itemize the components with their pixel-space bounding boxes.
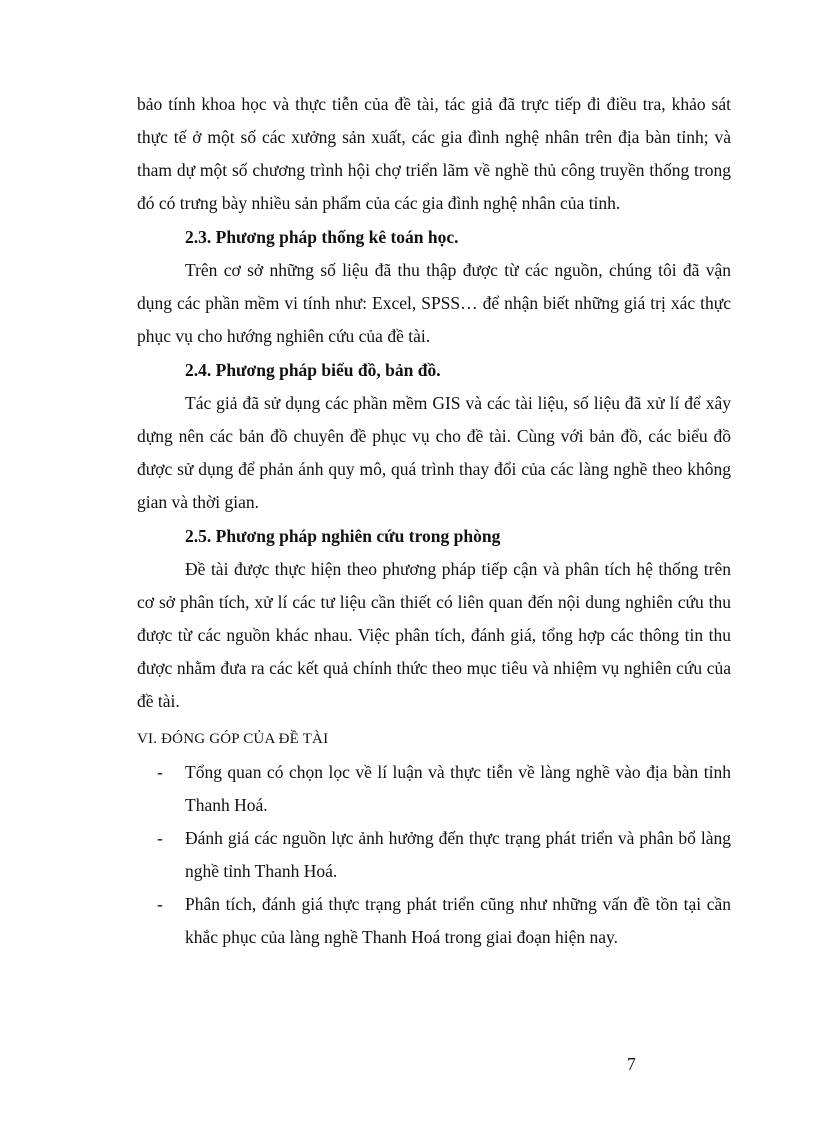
dash-bullet: -: [157, 828, 163, 848]
list-item-text: Phân tích, đánh giá thực trạng phát triển cũng như những vấn đề tồn tại cần khắc phục của làng nghề Thanh Hoá trong giai đoạn hiện nay.: [185, 894, 731, 947]
paragraph-2-5: Đề tài được thực hiện theo phương pháp tiếp cận và phân tích hệ thống trên cơ sở phân tích, xử lí các tư liệu cần thiết có liên quan đến nội dung nghiên cứu thu được từ các nguồn khác nhau. Việc phân tích, đánh giá, tổng hợp các thông tin thu được nhằm đưa ra các kết quả chính thức theo mục tiêu và nhiệm vụ nghiên cứu của đề tài.: [137, 559, 731, 711]
heading-2-3: 2.3. Phương pháp thống kê toán học.: [185, 227, 459, 247]
paragraph-2-4: Tác giả đã sử dụng các phần mềm GIS và các tài liệu, số liệu đã xử lí để xây dựng nên các bản đồ chuyên đề phục vụ cho đề tài. Cùng với bản đồ, các biểu đồ được sử dụng để phản ánh quy mô, quá trình thay đổi của các làng nghề theo không gian và thời gian.: [137, 393, 731, 512]
list-item: [137, 756, 731, 822]
section-vi-heading: VI. ĐÓNG GÓP CỦA ĐỀ TÀI: [137, 731, 329, 747]
list-item-text: Tổng quan có chọn lọc về lí luận và thực tiễn về làng nghề vào địa bàn tỉnh Thanh Hoá.: [185, 762, 731, 815]
list-item-text: Đánh giá các nguồn lực ảnh hưởng đến thực trạng phát triển và phân bổ làng nghề tỉnh Thanh Hoá.: [185, 828, 731, 881]
dash-bullet: -: [157, 762, 163, 782]
paragraph-2-3: Trên cơ sở những số liệu đã thu thập được từ các nguồn, chúng tôi đã vận dụng các phần mềm vi tính như: Excel, SPSS… để nhận biết những giá trị xác thực phục vụ cho hướng nghiên cứu của đề tài.: [137, 260, 731, 346]
heading-2-5: 2.5. Phương pháp nghiên cứu trong phòng: [185, 526, 501, 546]
list-item: [137, 822, 731, 888]
page-content: [137, 88, 731, 954]
heading-2-4: 2.4. Phương pháp biểu đồ, bản đồ.: [185, 360, 441, 380]
dash-bullet: -: [157, 894, 163, 914]
page-number: 7: [627, 1054, 636, 1074]
intro-paragraph: bảo tính khoa học và thực tiễn của đề tài, tác giả đã trực tiếp đi điều tra, khảo sát thực tế ở một số các xưởng sản xuất, các gia đình nghệ nhân trên địa bàn tỉnh; và tham dự một số chương trình hội chợ triển lãm về nghề thủ công truyền thống trong đó có trưng bày nhiều sản phẩm của các gia đình nghệ nhân của tỉnh.: [137, 94, 731, 213]
list-item: [137, 888, 731, 954]
contribution-list: [137, 756, 731, 954]
